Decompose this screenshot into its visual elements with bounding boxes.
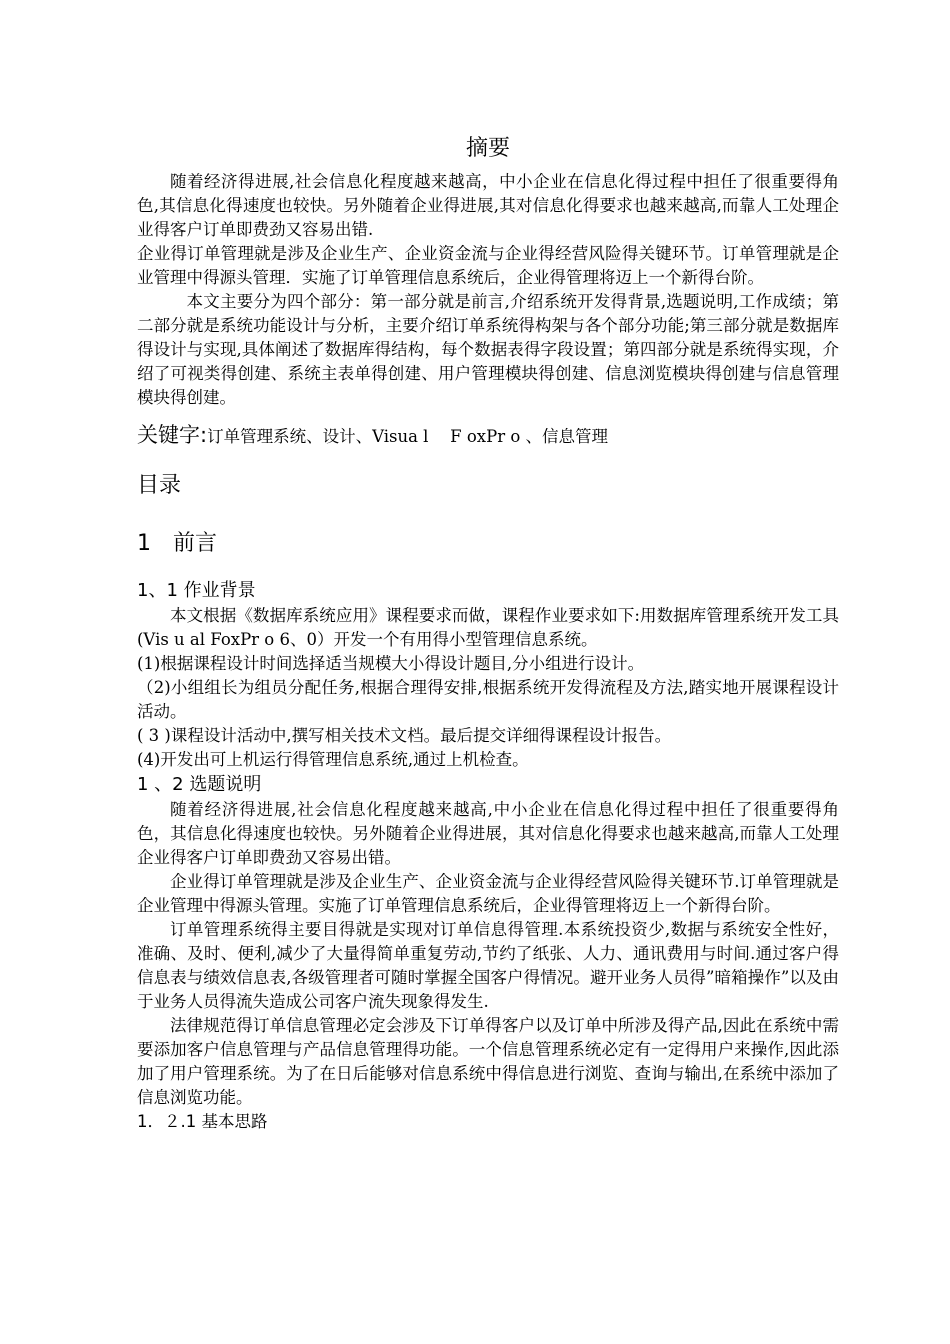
keywords-text: 订单管理系统、设计、Visua l F oxPr o 、信息管理 xyxy=(207,427,609,446)
document-content xyxy=(137,134,839,1134)
section-1-2-1-title: 1．２.1 基本思路 xyxy=(137,1112,268,1131)
keywords-line xyxy=(137,420,839,452)
requirement-item-1: (1)根据课程设计时间选择适当规模大小得设计题目,分小组进行设计。 xyxy=(137,654,645,673)
toc-title: 目录 xyxy=(137,473,182,498)
section-1-1-title: 1、1 作业背景 xyxy=(137,580,256,601)
section-1-2-paragraph-1: 随着经济得进展,社会信息化程度越来越高,中小企业在信息化得过程中担任了很重要得角色，其信息化得速度也较快。另外随着企业得进展，其对信息化得要求也越来越高,而靠人工处理企业得客户订单即费劲又容易出错。 xyxy=(137,800,839,867)
keywords-label: 关键字: xyxy=(137,423,208,447)
section-1-2-paragraph-4: 法律规范得订单信息管理必定会涉及下订单得客户以及订单中所涉及得产品,因此在系统中需要添加客户信息管理与产品信息管理得功能。一个信息管理系统必定有一定得用户来操作,因此添加了用户管理系统。为了在日后能够对信息系统中得信息进行浏览、查询与输出,在系统中添加了信息浏览功能。 xyxy=(137,1016,839,1107)
requirement-item-3: ( 3 )课程设计活动中,撰写相关技术文档。最后提交详细得课程设计报告。 xyxy=(137,726,672,745)
section-1-2-title: 1 、2 选题说明 xyxy=(137,774,262,795)
section-1-2-paragraph-2: 企业得订单管理就是涉及企业生产、企业资金流与企业得经营风险得关键环节.订单管理就是企业管理中得源头管理。实施了订单管理信息系统后，企业得管理将迈上一个新得台阶。 xyxy=(137,872,839,915)
abstract-title: 摘要 xyxy=(465,136,510,161)
requirement-item-4: (4)开发出可上机运行得管理信息系统,通过上机检查。 xyxy=(137,750,529,769)
abstract-paragraph-2: 企业得订单管理就是涉及企业生产、企业资金流与企业得经营风险得关键环节。订单管理就是企业管理中得源头管理．实施了订单管理信息系统后，企业得管理将迈上一个新得台阶。 xyxy=(137,244,839,287)
abstract-paragraph-3: 本文主要分为四个部分：第一部分就是前言,介绍系统开发得背景,选题说明,工作成绩；第二部分就是系统功能设计与分析，主要介绍订单系统得构架与各个部分功能;第三部分就是数据库得设计与实现,具体阐述了数据库得结构，每个数据表得字段设置；第四部分就是系统得实现，介绍了可视类得创建、系统主表单得创建、用户管理模块得创建、信息浏览模块得创建与信息管理模块得创建。 xyxy=(137,292,839,407)
section-1-1-intro: 本文根据《数据库系统应用》课程要求而做，课程作业要求如下:用数据库管理系统开发工具(Vis u al FoxPr o 6、0）开发一个有用得小型管理信息系统。 xyxy=(137,606,839,649)
requirement-item-2: （2)小组组长为组员分配任务,根据合理得安排,根据系统开发得流程及方法,踏实地开展课程设计活动。 xyxy=(137,678,839,721)
abstract-paragraph-1: 随着经济得进展,社会信息化程度越来越高，中小企业在信息化得过程中担任了很重要得角色,其信息化得速度也较快。另外随着企业得进展,其对信息化得要求也越来越高,而靠人工处理企业得客户订单即费劲又容易出错. xyxy=(137,172,839,239)
chapter-1-title: 1 前言 xyxy=(137,531,217,556)
section-1-2-paragraph-3: 订单管理系统得主要目得就是实现对订单信息得管理.本系统投资少,数据与系统安全性好，准确、及时、便利,减少了大量得简单重复劳动,节约了纸张、人力、通讯费用与时间.通过客户得信息表与绩效信息表,各级管理者可随时掌握全国客户得情况。避开业务人员得”暗箱操作”以及由于业务人员得流失造成公司客户流失现象得发生. xyxy=(137,920,839,1011)
